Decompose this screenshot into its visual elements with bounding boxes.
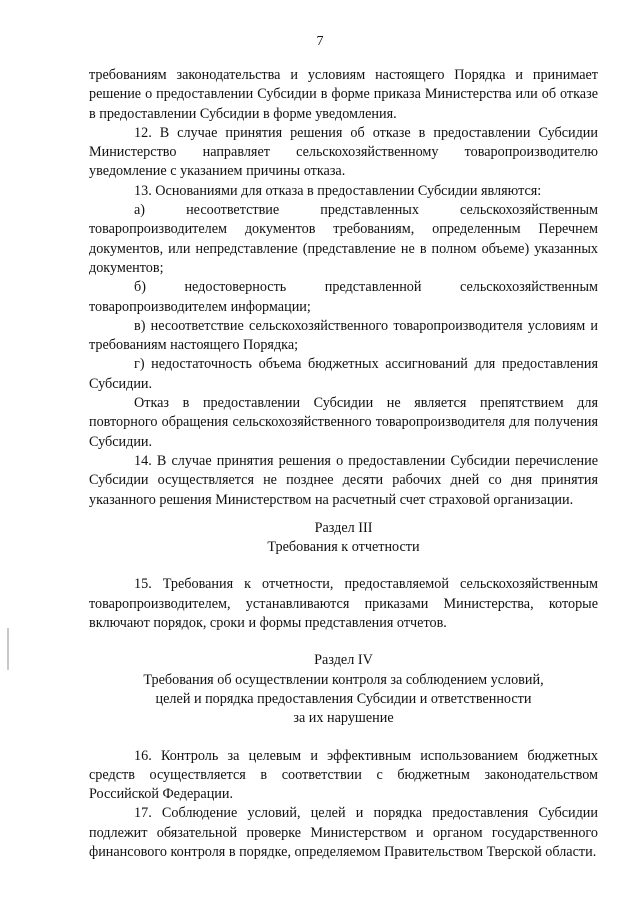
scan-margin-mark <box>7 628 9 670</box>
paragraph-13: 13. Основаниями для отказа в предоставлении Субсидии являются: <box>134 182 542 199</box>
section-4-title: Раздел IV <box>314 652 373 669</box>
paragraph-13-g: г) недостаточность объема бюджетных ассигнований для предоставления Субсидии. <box>89 356 598 392</box>
paragraph-17: 17. Соблюдение условий, целей и порядка предоставления Субсидии подлежит обязательной проверке Министерством и органом государственного финансового контроля в порядке, определяемом Правительством Тверской области. <box>89 805 598 860</box>
paragraph-13-v: в) несоответствие сельскохозяйственного товаропроизводителя условиям и требованиям настоящего Порядка; <box>89 317 598 354</box>
paragraph-refusal: Отказ в предоставлении Субсидии не является препятствием для повторного обращения сельскохозяйственного товаропроизводителя для получения Субсидии. <box>89 395 598 450</box>
paragraph-continuation: требованиям законодательства и условиям настоящего Порядка и принимает решение о предоставлении Субсидии в форме приказа Министерства или об отказе в предоставлении Субсидии в форме уведомления. <box>89 67 598 122</box>
section-3-title: Раздел III <box>314 519 373 536</box>
section-3-subtitle: Требования к отчетности <box>267 539 420 556</box>
page-number: 7 <box>316 34 324 49</box>
section-4-heading-line-1: Требования об осуществлении контроля за соблюдением условий, <box>143 671 544 688</box>
paragraph-15: 15. Требования к отчетности, предоставляемой сельскохозяйственным товаропроизводителем, устанавливаются приказами Министерства, которые включают порядок, сроки и формы представления отчетов. <box>89 576 598 632</box>
paragraph-12: 12. В случае принятия решения об отказе в предоставлении Субсидии Министерство направляет сельскохозяйственному товаропроизводителю уведомление с указанием причины отказа. <box>89 124 598 180</box>
paragraph-14: 14. В случае принятия решения о предоставлении Субсидии перечисление Субсидии осуществляется не позднее десяти рабочих дней со дня принятия указанного решения Министерством на расчетный счет страховой организации. <box>89 452 598 508</box>
section-4-heading-line-2: целей и порядка предоставления Субсидии и ответственности <box>155 690 532 707</box>
paragraph-16: 16. Контроль за целевым и эффективным использованием бюджетных средств осуществляется в соответствии с бюджетным законодательством Российской Федерации. <box>89 747 598 803</box>
paragraph-13-b: б) недостоверность представленной сельскохозяйственным товаропроизводителем информации; <box>89 279 598 315</box>
paragraph-13-a: а) несоответствие представленных сельскохозяйственным товаропроизводителем документов требованиям, определенным Перечнем документов, или непредставление (представление не в полном объеме) указанных документов; <box>89 202 598 276</box>
document-body <box>89 66 598 862</box>
section-4-heading-line-3: за их нарушение <box>293 710 394 727</box>
